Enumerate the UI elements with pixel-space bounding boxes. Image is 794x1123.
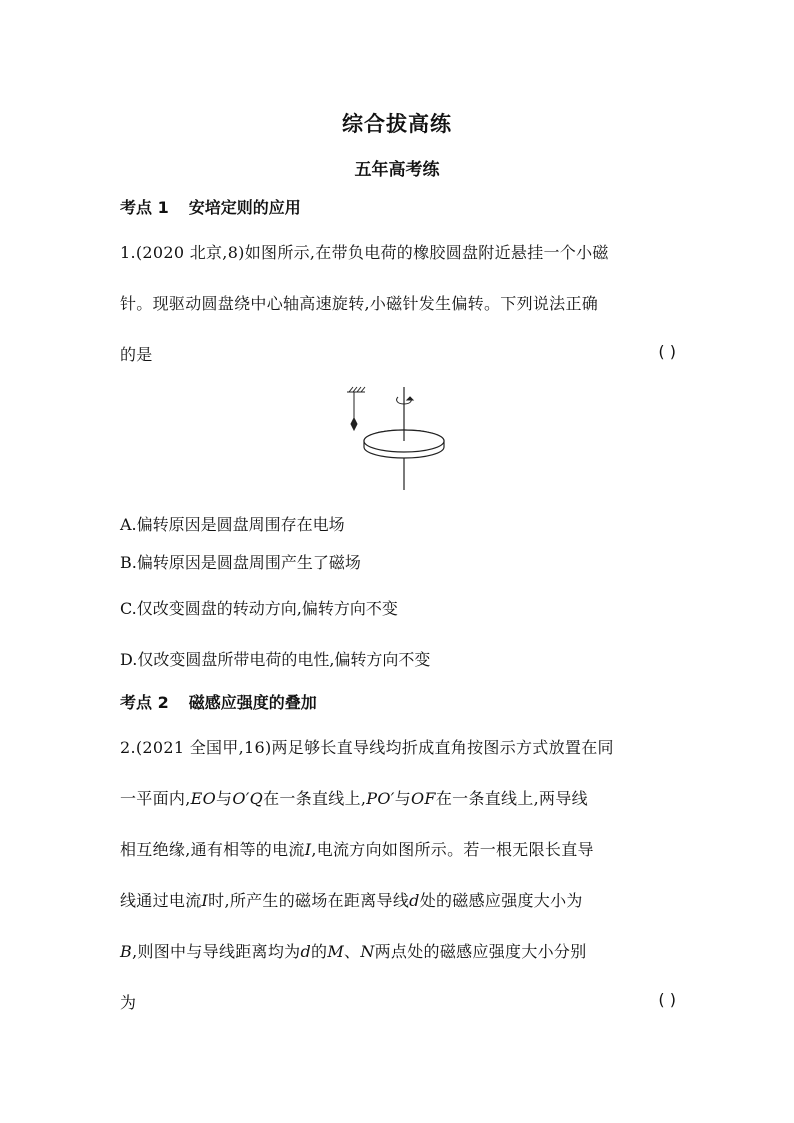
question-2-line-5 — [120, 939, 680, 962]
text-fragment: ,则图中与导线距离均为 — [132, 942, 301, 961]
section-number: 考点 2 — [120, 693, 169, 712]
question-1-line-2: 针。现驱动圆盘绕中心轴高速旋转,小磁针发生偏转。下列说法正确 — [120, 294, 599, 313]
option-c: C.仅改变圆盘的转动方向,偏转方向不变 — [120, 599, 398, 618]
rotating-disk-figure — [345, 385, 455, 495]
answer-bracket-2: ( ) — [658, 990, 676, 1009]
section-number: 考点 1 — [120, 198, 169, 217]
option-b: B.偏转原因是圆盘周围产生了磁场 — [120, 553, 361, 572]
text-fragment: 一平面内, — [120, 789, 191, 808]
page-subtitle: 五年高考练 — [354, 160, 440, 180]
text-fragment: 在一条直线上,两导线 — [435, 789, 588, 808]
text-fragment: 两点处的磁感应强度大小分别 — [374, 942, 587, 961]
section-heading-2 — [120, 690, 317, 713]
text-fragment: 相互绝缘,通有相等的电流 — [120, 840, 305, 859]
symbol-oq: O′Q — [232, 789, 264, 808]
text-fragment: ,电流方向如图所示。若一根无限长直导 — [311, 840, 594, 859]
question-2-line-3 — [120, 837, 680, 860]
question-2-line-6: 为 — [120, 993, 137, 1012]
symbol-n: N — [360, 942, 375, 961]
answer-bracket-1: ( ) — [658, 342, 676, 361]
page-title: 综合拔高练 — [342, 112, 452, 136]
symbol-i: I — [201, 891, 209, 910]
symbol-m: M — [327, 942, 344, 961]
question-1-line-1: 1.(2020 北京,8)如图所示,在带负电荷的橡胶圆盘附近悬挂一个小磁 — [120, 243, 609, 262]
text-fragment: 、 — [344, 942, 361, 961]
section-name: 安培定则的应用 — [188, 198, 301, 217]
section-heading-1 — [120, 195, 301, 218]
symbol-eo: EO — [190, 789, 216, 808]
question-2-line-1: 2.(2021 全国甲,16)两足够长直导线均折成直角按图示方式放置在同 — [120, 738, 614, 757]
text-fragment: 与 — [216, 789, 233, 808]
symbol-d: d — [409, 891, 420, 910]
text-fragment: 时,所产生的磁场在距离导线 — [208, 891, 410, 910]
symbol-d: d — [300, 942, 311, 961]
symbol-of: OF — [411, 789, 436, 808]
option-a: A.偏转原因是圆盘周围存在电场 — [120, 515, 345, 534]
question-1-line-3: 的是 — [120, 345, 153, 364]
compass-needle-icon — [351, 413, 357, 430]
text-fragment: 在一条直线上, — [263, 789, 367, 808]
symbol-b: B — [120, 942, 133, 961]
text-fragment: 处的磁感应强度大小为 — [419, 891, 583, 910]
symbol-po: PO′ — [366, 789, 395, 808]
text-fragment: 的 — [311, 942, 328, 961]
question-2-line-2 — [120, 786, 680, 809]
option-d: D.仅改变圆盘所带电荷的电性,偏转方向不变 — [120, 650, 431, 669]
text-fragment: 线通过电流 — [120, 891, 202, 910]
ceiling-mount-icon — [347, 387, 365, 413]
section-name: 磁感应强度的叠加 — [188, 693, 317, 712]
question-2-line-4 — [120, 888, 680, 911]
text-fragment: 与 — [394, 789, 412, 808]
rotation-arrow-icon — [397, 397, 413, 404]
symbol-i: I — [304, 840, 312, 859]
